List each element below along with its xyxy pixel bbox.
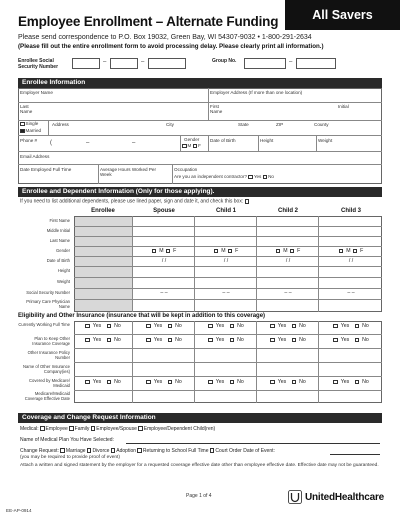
event-date-field[interactable] — [330, 454, 380, 455]
enrollee-medicare-yesno[interactable]: Yes No — [74, 379, 132, 385]
plan-name-field[interactable] — [126, 443, 380, 444]
employer-name-label: Employer Name — [20, 90, 53, 95]
row-last-name: Last Name — [49, 238, 70, 243]
group-field-1[interactable] — [244, 58, 286, 69]
zip-label: ZIP — [276, 122, 284, 127]
child3-dob[interactable]: / / — [348, 258, 354, 264]
child1-dob[interactable]: / / — [223, 258, 229, 264]
section-enrollee-info: Enrollee Information — [18, 78, 382, 88]
child2-dob[interactable]: / / — [285, 258, 291, 264]
change-adoption-checkbox[interactable] — [111, 448, 116, 453]
email-label: Email Address — [20, 154, 50, 159]
spouse-dob[interactable]: / / — [161, 258, 167, 264]
row-weight: Weight — [57, 279, 70, 284]
row-other-insurance-company: Name of Other Insurance Company(ies) — [22, 364, 70, 374]
child1-ssn[interactable]: – – — [222, 290, 230, 296]
medical-employee-children-checkbox[interactable] — [138, 426, 143, 431]
child1-working-yesno[interactable]: Yes No — [196, 323, 256, 329]
change-court-order-checkbox[interactable] — [210, 448, 215, 453]
row-first-name: First Name — [49, 218, 70, 223]
dob-label: Date of Birth — [210, 138, 236, 143]
brand-banner — [285, 0, 400, 30]
row-working-full-time: Currently Working Full Time — [18, 322, 70, 327]
unitedhealthcare-logo: UnitedHealthcare — [288, 490, 384, 504]
married-checkbox[interactable] — [20, 129, 25, 134]
enrollee-keep-yesno[interactable]: Yes No — [74, 337, 132, 343]
spouse-medicare-yesno[interactable]: Yes No — [134, 379, 194, 385]
child3-medicare-yesno[interactable]: Yes No — [320, 379, 382, 385]
row-dob: Date of Birth — [46, 258, 70, 263]
county-label: County — [314, 122, 329, 127]
ssn-label: Enrollee Social Security Number — [18, 58, 59, 70]
row-middle-initial: Middle Initial — [46, 228, 70, 233]
height-label: Height — [260, 138, 274, 143]
marital-single[interactable]: Single — [20, 121, 38, 126]
gender-label: Gender — [184, 137, 200, 142]
ssn-field-1[interactable] — [72, 58, 100, 69]
row-other-policy-number: Other Insurance Policy Number — [27, 350, 70, 360]
last-name-label: Last Name — [20, 104, 33, 115]
medical-options: Medical: Employee Family Employee/Spouse Employee/Dependent Child(ren) — [20, 426, 216, 432]
group-label: Group No. — [212, 58, 237, 64]
child3-working-yesno[interactable]: Yes No — [320, 323, 382, 329]
proof-note: (you may be required to provide proof of event) — [20, 455, 120, 460]
row-medicare-date: Medicare/Medicaid Coverage Effective Date — [24, 391, 70, 401]
phone-label: Phone # — [20, 138, 38, 143]
additional-dependents-checkbox[interactable] — [245, 199, 250, 204]
child2-keep-yesno[interactable]: Yes No — [258, 337, 318, 343]
occupation-label: Occupation — [174, 167, 198, 172]
section-coverage: Coverage and Change Request Information — [18, 413, 382, 423]
spouse-ssn[interactable]: – – — [160, 290, 168, 296]
spouse-gender[interactable]: M F — [134, 248, 194, 254]
col-child3: Child 3 — [340, 208, 361, 214]
col-child1: Child 1 — [215, 208, 236, 214]
child3-ssn[interactable]: – – — [347, 290, 355, 296]
attach-note: Attach a written and signed statement by the employer for a requested coverage effective date other than employee effective date. Effective date may not be guaranteed. — [20, 463, 379, 468]
brand-tag: All Savers — [312, 8, 373, 22]
address-label: Address — [52, 122, 69, 127]
child2-medicare-yesno[interactable]: Yes No — [258, 379, 318, 385]
medical-employee-spouse-checkbox[interactable] — [91, 426, 96, 431]
city-label: City — [166, 122, 174, 127]
change-request-options: Change Request: Marriage Divorce Adoption Returning to School Full Time Court Order Date of Event: — [20, 448, 275, 454]
spouse-keep-yesno[interactable]: Yes No — [134, 337, 194, 343]
dependents-grid — [74, 216, 382, 312]
row-medicare: Covered by Medicare/ Medicaid — [29, 378, 70, 388]
enrollee-working-yesno[interactable]: Yes No — [74, 323, 132, 329]
row-height: Height — [57, 268, 70, 273]
initial-label: Initial — [338, 104, 349, 109]
additional-dependents-note: If you need to list additional dependents, please use lined paper, sign and date it, and check this box: — [20, 199, 250, 205]
instructions-note: (Please fill out the entire enrollment form to avoid processing delay. Please clearly print all information.) — [18, 43, 324, 50]
single-checkbox[interactable] — [20, 122, 25, 127]
child2-ssn[interactable]: – – — [284, 290, 292, 296]
medical-employee-checkbox[interactable] — [40, 426, 45, 431]
employer-address-label: Employer Address (If more than one location) — [210, 90, 303, 95]
state-label: State — [238, 122, 249, 127]
group-field-2[interactable] — [296, 58, 336, 69]
row-ssn: Social Security Number — [26, 290, 70, 295]
spouse-working-yesno[interactable]: Yes No — [134, 323, 194, 329]
child2-gender[interactable]: M F — [258, 248, 318, 254]
child1-medicare-yesno[interactable]: Yes No — [196, 379, 256, 385]
first-name-label: First Name — [210, 104, 223, 115]
date-employed-label: Date Employed Full Time — [20, 167, 72, 172]
form-code: EE-AP-0914 — [6, 508, 32, 513]
plan-name-label: Name of Medical Plan You Have Selected: — [20, 437, 114, 443]
form-title: Employee Enrollment – Alternate Funding — [18, 14, 279, 29]
col-child2: Child 2 — [277, 208, 298, 214]
change-marriage-checkbox[interactable] — [60, 448, 65, 453]
page-number: Page 1 of 4 — [186, 493, 212, 499]
weight-label: Weight — [318, 138, 333, 143]
contractor-no-checkbox[interactable] — [263, 175, 268, 180]
row-gender: Gender — [56, 248, 70, 253]
ssn-field-2[interactable] — [110, 58, 138, 69]
col-spouse: Spouse — [153, 208, 175, 214]
gender-options[interactable]: M F — [182, 143, 201, 148]
marital-married[interactable]: Married — [20, 128, 41, 133]
section-eligibility: Eligibility and Other Insurance (insurance that will be kept in addition to this coverage) — [18, 313, 266, 319]
u-shield-icon — [288, 490, 302, 504]
change-divorce-checkbox[interactable] — [87, 448, 92, 453]
row-keep-other-insurance: Plan to Keep Other Insurance Coverage — [32, 336, 70, 346]
row-pcp: Primary Care Physician Name — [26, 299, 70, 309]
col-enrollee: Enrollee — [91, 208, 115, 214]
medical-family-checkbox[interactable] — [69, 426, 74, 431]
change-school-checkbox[interactable] — [137, 448, 142, 453]
ssn-field-3[interactable] — [148, 58, 186, 69]
avg-hours-label: Average Hours Worked Per Week — [100, 167, 157, 178]
child1-keep-yesno[interactable]: Yes No — [196, 337, 256, 343]
independent-contractor-question: Are you an independent contractor? Yes No — [174, 174, 274, 179]
child3-gender[interactable]: M F — [320, 248, 382, 254]
child2-working-yesno[interactable]: Yes No — [258, 323, 318, 329]
child3-keep-yesno[interactable]: Yes No — [320, 337, 382, 343]
section-dependents: Enrollee and Dependent Information (Only for those applying). — [18, 187, 382, 197]
child1-gender[interactable]: M F — [196, 248, 256, 254]
contractor-yes-checkbox[interactable] — [248, 175, 253, 180]
correspondence-address: Please send correspondence to P.O. Box 19032, Green Bay, WI 54307-9032 • 1-800-291-2634 — [18, 34, 312, 41]
